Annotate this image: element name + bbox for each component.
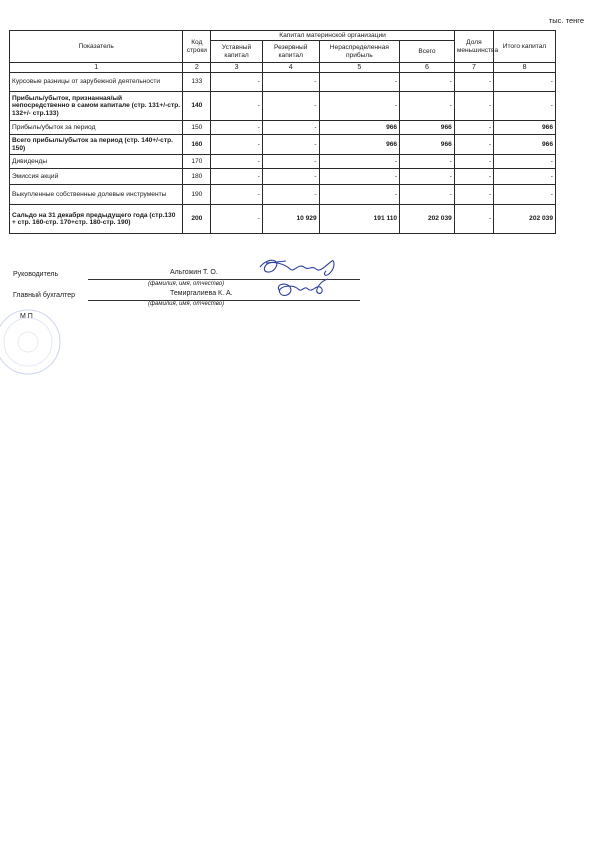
cell-total-capital: - — [494, 185, 556, 205]
cell-total: - — [400, 169, 455, 185]
cell-total-capital: 966 — [494, 135, 556, 155]
table-row — [10, 73, 556, 92]
col-number: 7 — [454, 63, 493, 73]
cell-minority: - — [454, 155, 493, 169]
row-label: Выкупленные собственные долевые инструменты — [10, 185, 183, 205]
header-parent-capital: Капитал материнской организации — [211, 31, 455, 41]
cell-authorized: - — [211, 205, 263, 234]
units-label: тыс. тенге — [548, 16, 584, 25]
header-total: Всего — [400, 41, 455, 63]
cell-reserve: - — [262, 169, 319, 185]
cell-total: 202 039 — [400, 205, 455, 234]
header-code: Код строки — [183, 31, 211, 63]
col-number: 8 — [494, 63, 556, 73]
cell-retained: - — [319, 185, 400, 205]
table-row — [10, 135, 556, 155]
row-code: 190 — [183, 185, 211, 205]
header-authorized-capital: Уставный капитал — [211, 41, 263, 63]
cell-authorized: - — [211, 169, 263, 185]
cell-reserve: - — [262, 121, 319, 135]
col-number: 6 — [400, 63, 455, 73]
table-row — [10, 205, 556, 234]
cell-total-capital: - — [494, 155, 556, 169]
cell-reserve: 10 929 — [262, 205, 319, 234]
cell-minority: - — [454, 169, 493, 185]
row-code: 140 — [183, 92, 211, 121]
table-row — [10, 169, 556, 185]
cell-retained: 966 — [319, 121, 400, 135]
cell-retained: - — [319, 73, 400, 92]
row-label: Курсовые разницы от зарубежной деятельности — [10, 73, 183, 92]
cell-minority: - — [454, 135, 493, 155]
cell-retained: - — [319, 92, 400, 121]
row-label: Прибыль/убыток за период — [10, 121, 183, 135]
row-code: 200 — [183, 205, 211, 234]
cell-total-capital: - — [494, 73, 556, 92]
cell-minority: - — [454, 73, 493, 92]
header-total-capital: Итого капитал — [494, 31, 556, 63]
cell-retained: - — [319, 155, 400, 169]
cell-authorized: - — [211, 92, 263, 121]
col-number: 5 — [319, 63, 400, 73]
cell-total: - — [400, 155, 455, 169]
cell-authorized: - — [211, 185, 263, 205]
row-label: Всего прибыль/убыток за период (стр. 140+/-стр. 150) — [10, 135, 183, 155]
cell-total-capital: - — [494, 169, 556, 185]
cell-authorized: - — [211, 73, 263, 92]
table-row — [10, 155, 556, 169]
head-caption: (фамилия, имя, отчество) — [148, 281, 225, 287]
col-number: 3 — [211, 63, 263, 73]
table-row — [10, 121, 556, 135]
row-code: 150 — [183, 121, 211, 135]
cell-reserve: - — [262, 135, 319, 155]
cell-minority: - — [454, 121, 493, 135]
header-indicator: Показатель — [10, 31, 183, 63]
cell-total: - — [400, 92, 455, 121]
cell-authorized: - — [211, 155, 263, 169]
cell-reserve: - — [262, 92, 319, 121]
header-retained-earnings: Нераспределенная прибыль — [319, 41, 400, 63]
cell-total: 966 — [400, 135, 455, 155]
accountant-caption: (фамилия, имя, отчество) — [148, 301, 225, 307]
cell-total-capital: 966 — [494, 121, 556, 135]
table-row — [10, 92, 556, 121]
row-code: 160 — [183, 135, 211, 155]
cell-retained: - — [319, 169, 400, 185]
head-name: Альгожин Т. О. — [170, 269, 218, 276]
table-row — [10, 185, 556, 205]
cell-total-capital: 202 039 — [494, 205, 556, 234]
cell-reserve: - — [262, 73, 319, 92]
cell-authorized: - — [211, 135, 263, 155]
row-label: Дивиденды — [10, 155, 183, 169]
header-reserve-capital: Резервный капитал — [262, 41, 319, 63]
header-minority-share: Доля меньшинства — [454, 31, 493, 63]
cell-total: - — [400, 73, 455, 92]
cell-retained: 966 — [319, 135, 400, 155]
column-numbers-row — [10, 63, 556, 73]
col-number: 4 — [262, 63, 319, 73]
cell-reserve: - — [262, 185, 319, 205]
seal-place-label: М П — [20, 313, 33, 320]
cell-retained: 191 110 — [319, 205, 400, 234]
col-number: 1 — [10, 63, 183, 73]
head-label: Руководитель — [13, 271, 59, 278]
row-code: 180 — [183, 169, 211, 185]
cell-minority: - — [454, 185, 493, 205]
equity-changes-table — [9, 30, 556, 234]
accountant-label: Главный бухгалтер — [13, 292, 75, 299]
cell-authorized: - — [211, 121, 263, 135]
row-label: Сальдо на 31 декабря предыдущего года (стр.130 + стр. 160-стр. 170+стр. 180-стр. 190) — [10, 205, 183, 234]
cell-total: - — [400, 185, 455, 205]
row-label: Эмиссия акций — [10, 169, 183, 185]
cell-minority: - — [454, 92, 493, 121]
cell-total: 966 — [400, 121, 455, 135]
cell-reserve: - — [262, 155, 319, 169]
handwritten-signature-icon — [246, 255, 346, 307]
row-label: Прибыль/убыток, признанная/ый непосредственно в самом капитале (стр. 131+/-стр. 132+/- стр.133) — [10, 92, 183, 121]
company-stamp-icon — [0, 302, 72, 382]
row-code: 170 — [183, 155, 211, 169]
col-number: 2 — [183, 63, 211, 73]
accountant-name: Темиргалиева К. А. — [170, 290, 233, 297]
row-code: 133 — [183, 73, 211, 92]
cell-minority: - — [454, 205, 493, 234]
cell-total-capital: - — [494, 92, 556, 121]
